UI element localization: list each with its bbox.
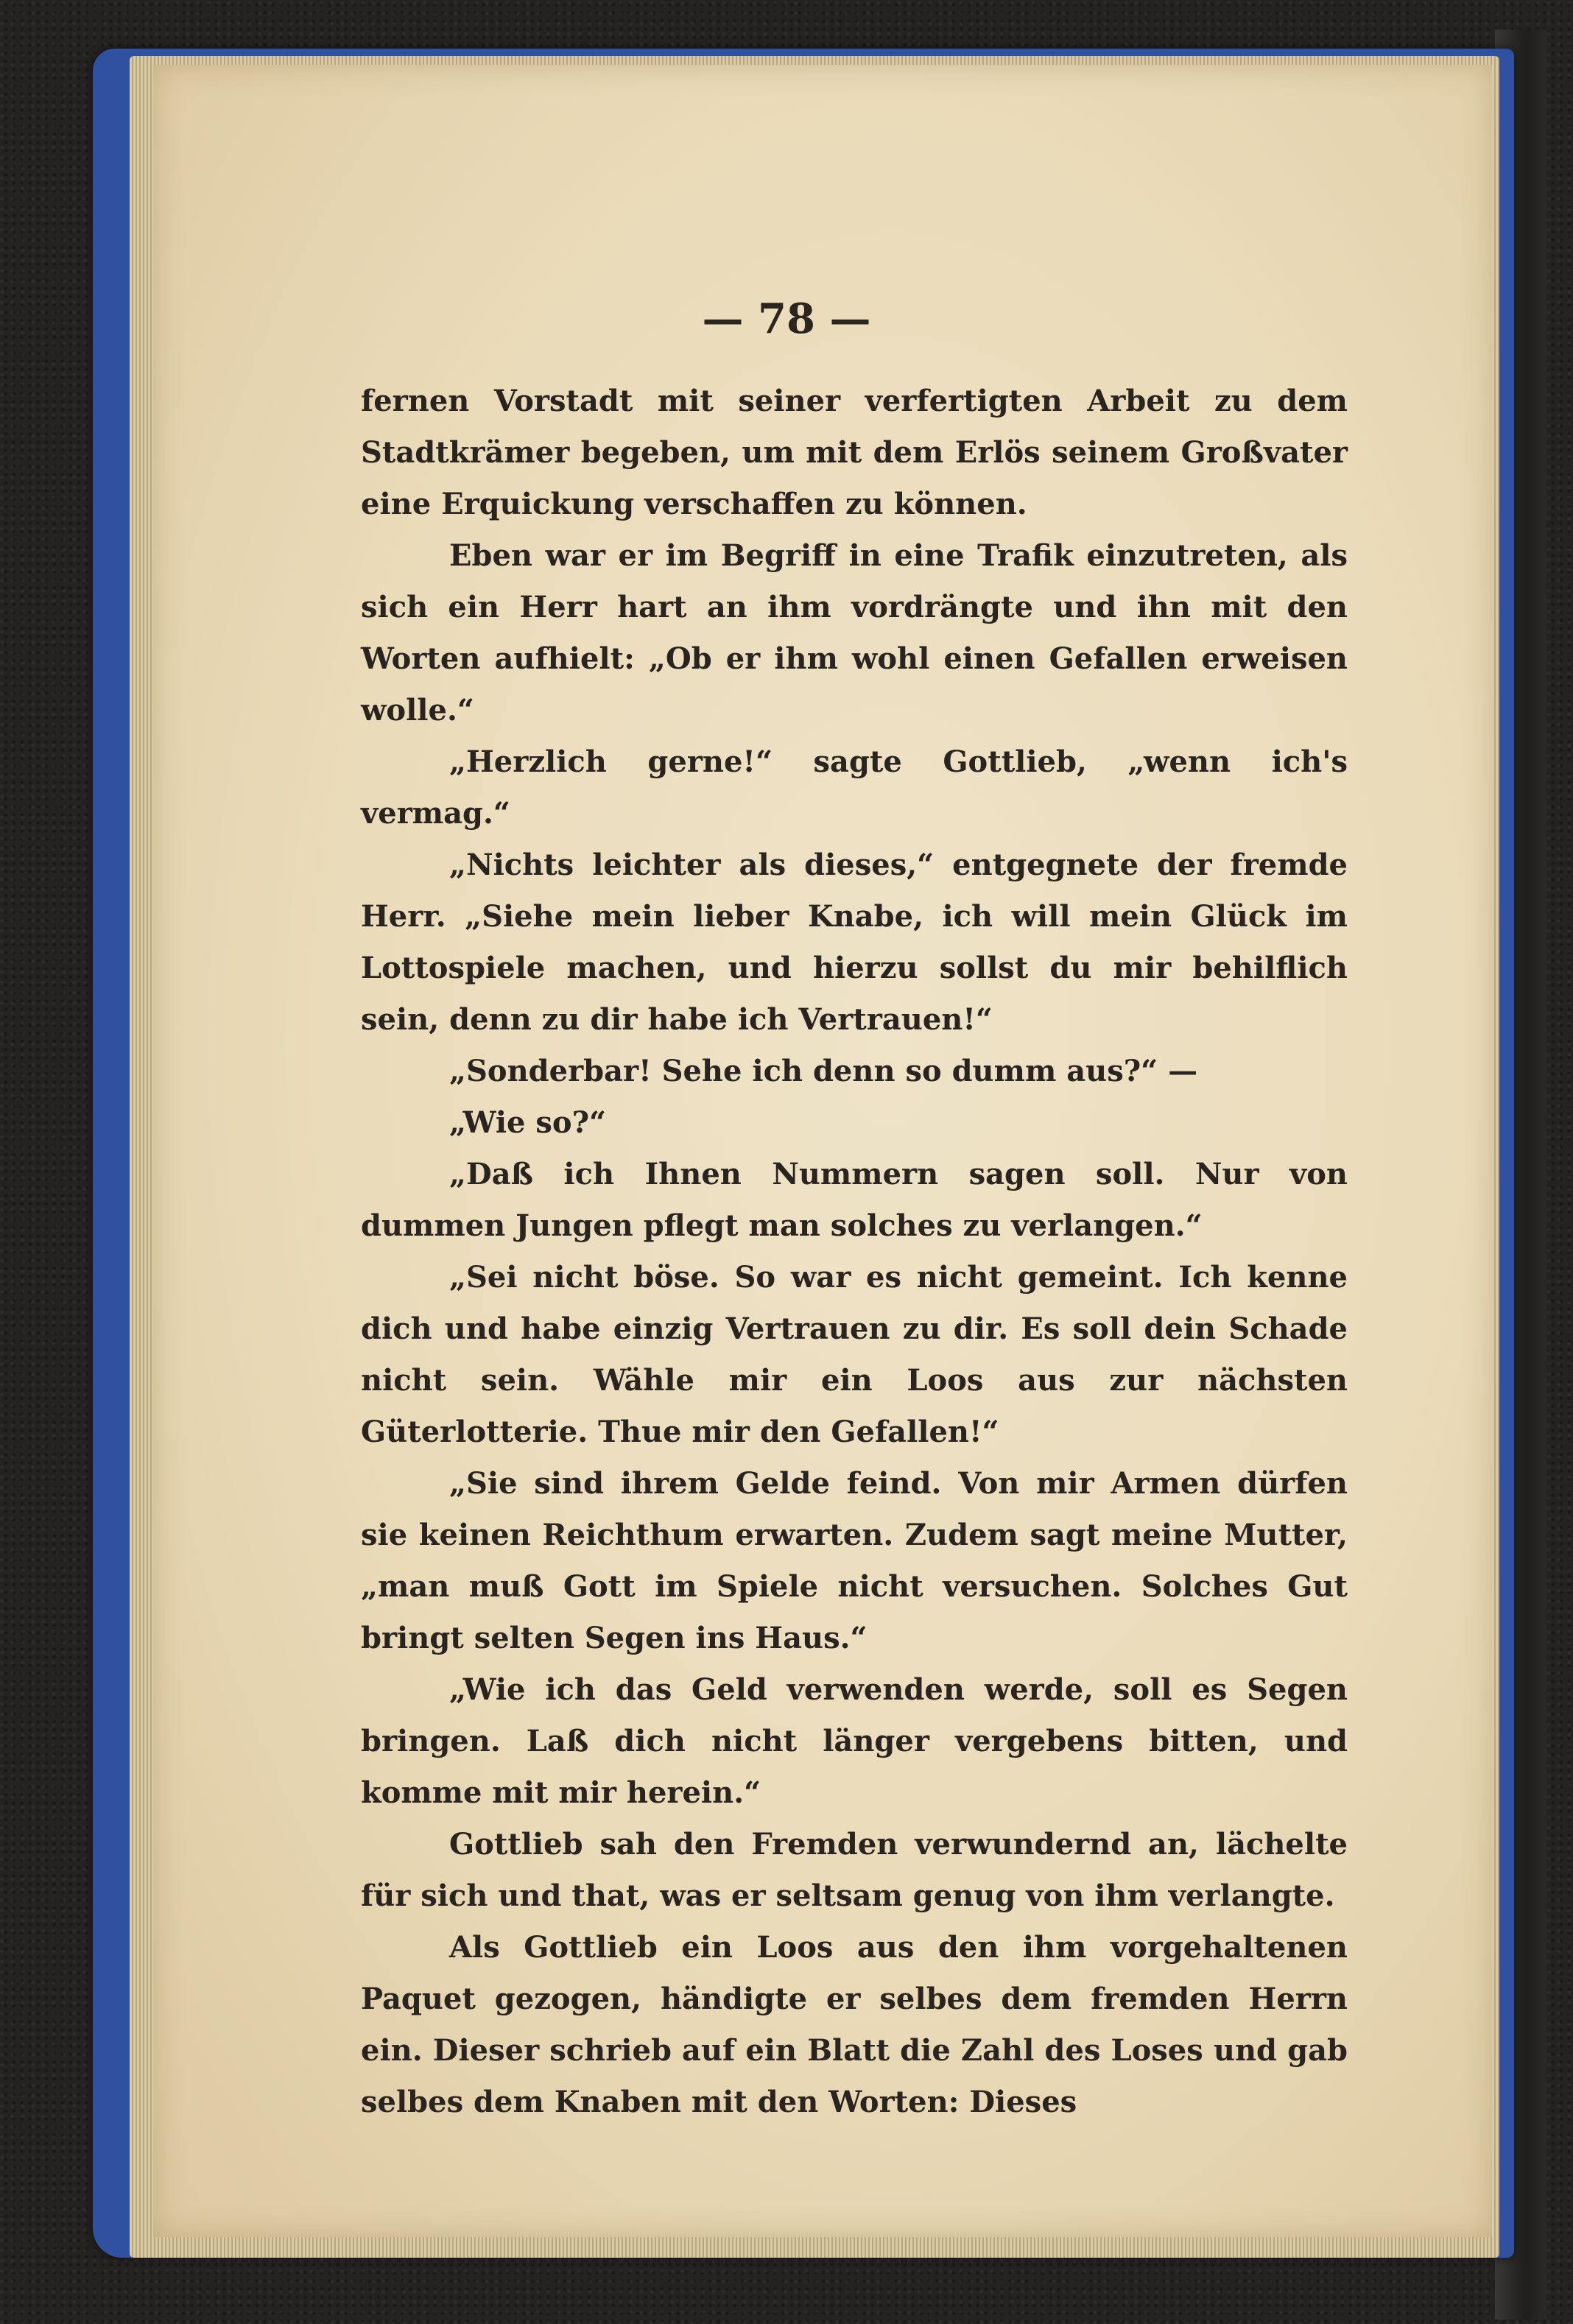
body-text bbox=[361, 376, 1348, 2128]
paragraph: „Wie ich das Geld verwenden werde, soll es Segen bringen. Laß dich nicht länger vergebens bitten, und komme mit mir herein.“ bbox=[361, 1672, 1348, 1810]
paragraph: fernen Vorstadt mit seiner verfertigten Arbeit zu dem Stadtkrämer begeben, um mit dem Erlös seinem Großvater eine Erquickung verschaffen zu können. bbox=[361, 384, 1348, 521]
paragraph: „Daß ich Ihnen Nummern sagen soll. Nur von dummen Jungen pflegt man solches zu verlangen.“ bbox=[361, 1157, 1348, 1243]
paragraph: Als Gottlieb ein Loos aus den ihm vorgehaltenen Paquet gezogen, händigte er selbes dem fremden Herrn ein. Dieser schrieb auf ein Blatt die Zahl des Loses und gab selbes dem Knaben mit den Worten: Dieses bbox=[361, 1930, 1348, 2119]
paragraph: „Sie sind ihrem Gelde feind. Von mir Armen dürfen sie keinen Reichthum erwarten. Zudem sagt meine Mutter, „man muß Gott im Spiele nicht versuchen. Solches Gut bringt selten Segen ins Haus.“ bbox=[361, 1466, 1348, 1655]
paragraph: Gottlieb sah den Fremden verwundernd an, lächelte für sich und that, was er seltsam genug von ihm verlangte. bbox=[361, 1827, 1348, 1913]
paragraph: „Sonderbar! Sehe ich denn so dumm aus?“ — bbox=[449, 1054, 1198, 1088]
page-number: — 78 — bbox=[702, 295, 871, 343]
paragraph: Eben war er im Begriff in eine Trafik einzutreten, als sich ein Herr hart an ihm vordrängte und ihn mit den Worten aufhielt: „Ob er ihm wohl einen Gefallen erweisen wolle.“ bbox=[361, 538, 1348, 728]
paragraph: „Nichts leichter als dieses,“ entgegnete der fremde Herr. „Siehe mein lieber Knabe, ich will mein Glück im Lottospiele machen, und hierzu sollst du mir behilflich sein, denn zu dir habe ich Vertrauen!“ bbox=[361, 848, 1348, 1037]
paragraph: „Wie so?“ bbox=[449, 1105, 607, 1140]
paragraph: „Sei nicht böse. So war es nicht gemeint. Ich kenne dich und habe einzig Vertrauen zu dir. Es soll dein Schade nicht sein. Wähle mir ein Loos aus zur nächsten Güterlotterie. Thue mir den Gefallen!“ bbox=[361, 1260, 1348, 1449]
paragraph: „Herzlich gerne!“ sagte Gottlieb, „wenn ich's vermag.“ bbox=[361, 744, 1348, 831]
